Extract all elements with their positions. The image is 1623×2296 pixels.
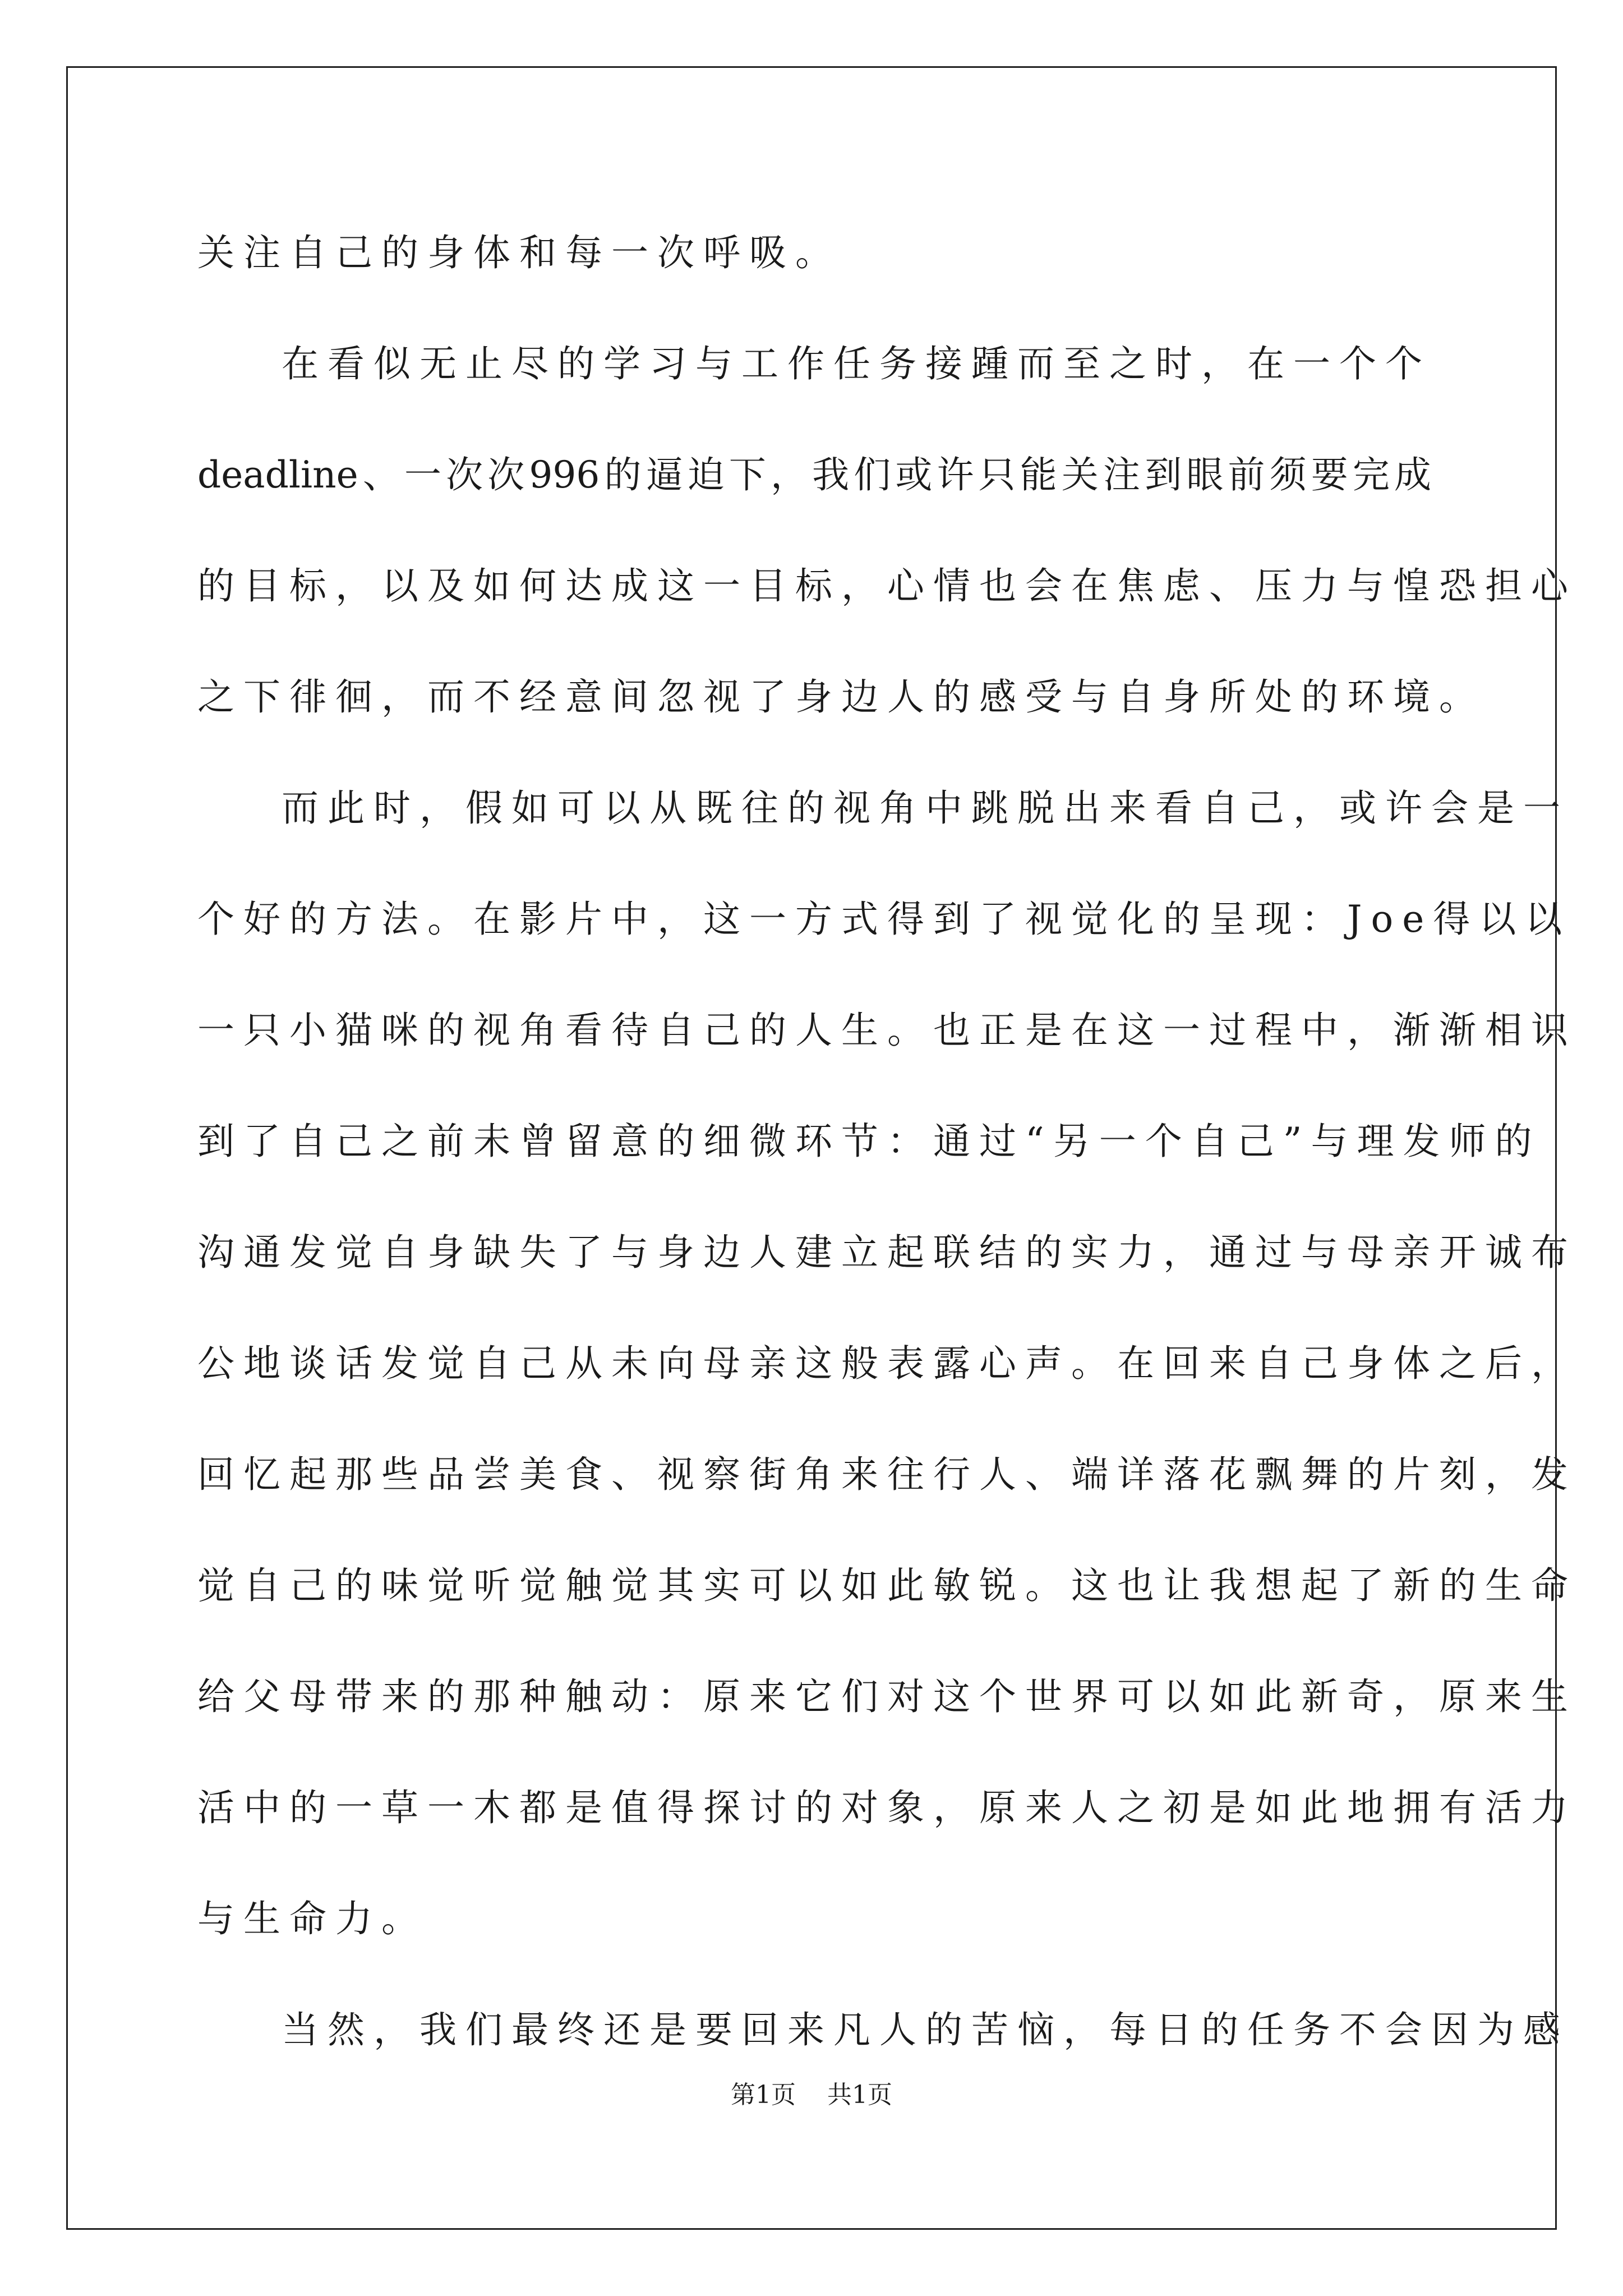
text-line: 活中的一草一木都是值得探讨的对象，原来人之初是如此地拥有活力: [197, 1786, 1577, 1829]
text-line: 的目标，以及如何达成这一目标，心情也会在焦虑、压力与惶恐担心: [197, 564, 1577, 608]
text-line: 到了自己之前未曾留意的细微环节：通过“另一个自己”与理发师的: [197, 1120, 1541, 1163]
paragraph-start-line: 而此时，假如可以从既往的视角中跳脱出来看自己，或许会是一: [282, 786, 1569, 830]
text-line: 一只小猫咪的视角看待自己的人生。也正是在这一过程中，渐渐相识: [197, 1009, 1577, 1052]
text-line: 觉自己的味觉听觉触觉其实可以如此敏锐。这也让我想起了新的生命: [197, 1564, 1577, 1607]
text-line: deadline、一次次996的逼迫下，我们或许只能关注到眼前须要完成: [197, 453, 1431, 496]
text-line: 与生命力。: [197, 1897, 427, 1940]
page-number-footer: 第1页 共1页: [731, 2081, 892, 2109]
text-line: 个好的方法。在影片中，这一方式得到了视觉化的呈现：Joe得以以: [197, 898, 1571, 941]
text-line: 关注自己的身体和每一次呼吸。: [197, 231, 841, 274]
text-line: 公地谈话发觉自己从未向母亲这般表露心声。在回来自己身体之后，: [197, 1342, 1577, 1385]
text-line: 回忆起那些品尝美食、视察街角来往行人、端详落花飘舞的片刻，发: [197, 1453, 1577, 1496]
document-body: [197, 197, 1577, 2086]
paragraph-start-line: 在看似无止尽的学习与工作任务接踵而至之时，在一个个: [282, 342, 1431, 385]
text-line: 之下徘徊，而不经意间忽视了身边人的感受与自身所处的环境。: [197, 675, 1485, 719]
text-line: 给父母带来的那种触动：原来它们对这个世界可以如此新奇，原来生: [197, 1675, 1577, 1718]
paragraph-start-line: 当然，我们最终还是要回来凡人的苦恼，每日的任务不会因为感: [282, 2008, 1569, 2051]
text-line: 沟通发觉自身缺失了与身边人建立起联结的实力，通过与母亲开诚布: [197, 1231, 1577, 1274]
